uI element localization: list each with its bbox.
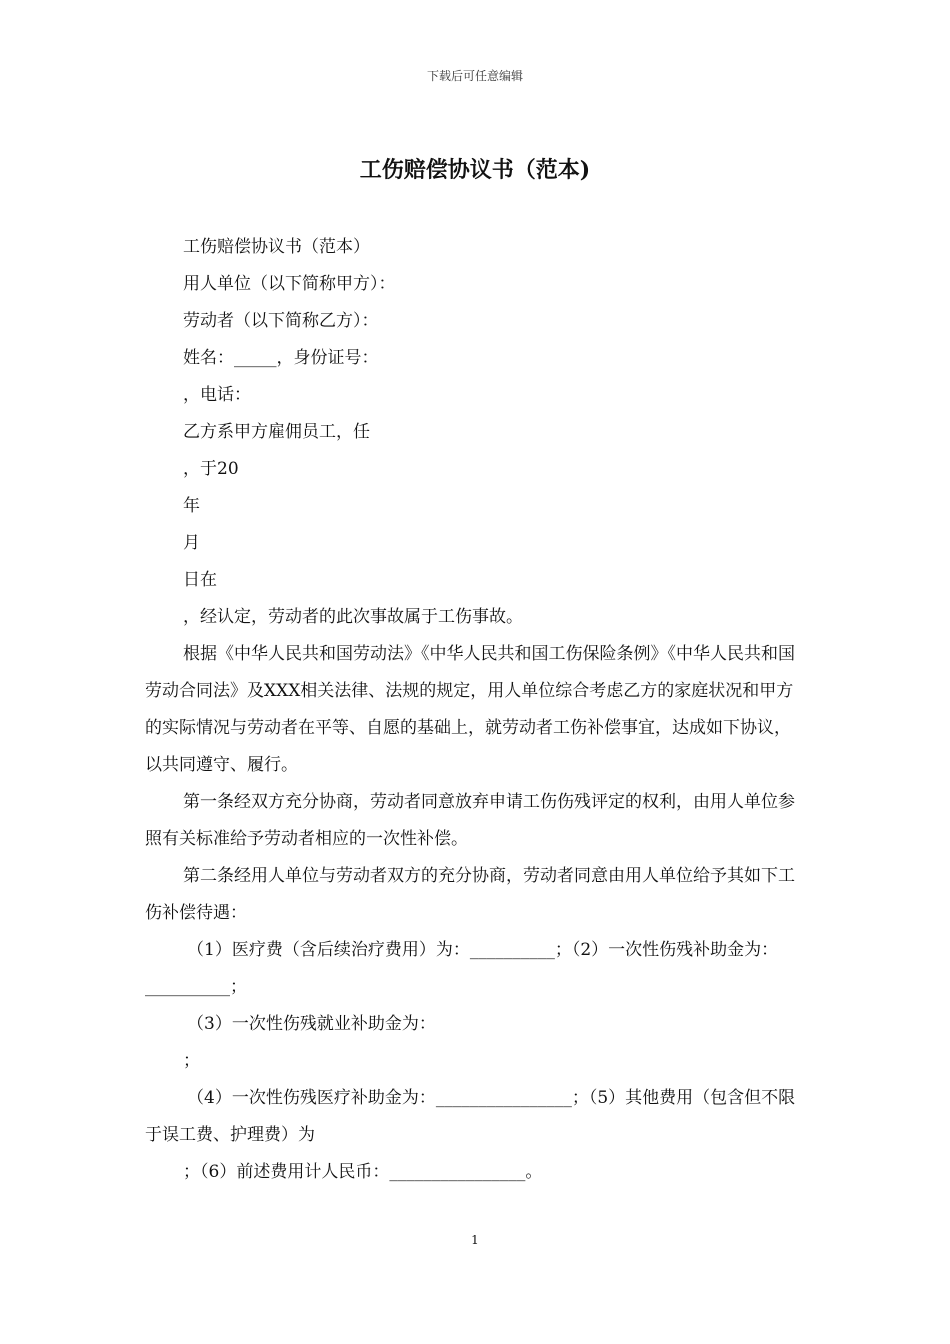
paragraph-day-at: 日在 [183,570,217,590]
paragraph-name-id: 姓名：_____，身份证号： [183,348,379,368]
paragraph-article-2: 第二条经用人单位与劳动者双方的充分协商，劳动者同意由用人单位给予其如下工伤补偿待遇： [145,866,795,923]
paragraph-employer: 用人单位（以下简称甲方）： [183,274,396,294]
paragraph-item-3: （3）一次性伤残就业补助金为： [187,1014,436,1034]
page-number: 1 [471,1233,479,1247]
paragraph-accident-confirmed: ，经认定，劳动者的此次事故属于工伤事故。 [183,607,523,627]
paragraph-year: 年 [183,496,200,516]
document-body [145,229,807,1191]
header-note: 下载后可任意编辑 [426,69,523,83]
paragraph-phone: ，电话： [183,385,251,405]
paragraph-employee: 劳动者（以下简称乙方）： [183,311,379,331]
paragraph-semicolon: ； [183,1051,200,1071]
paragraph-date-year-prefix: ，于20 [183,459,239,479]
paragraph-item-6: ；（6）前述费用计人民币：________________。 [183,1162,543,1182]
paragraph-item-4-5: （4）一次性伤残医疗补助金为：________________；（5）其他费用（包含但不限于误工费、护理费）为 [145,1088,796,1145]
paragraph-article-1: 第一条经双方充分协商，劳动者同意放弃申请工伤伤残评定的权利，由用人单位参照有关标准给予劳动者相应的一次性补偿。 [145,792,795,849]
paragraph-subtitle: 工伤赔偿协议书（范本） [183,237,370,257]
paragraph-legal-basis: 根据《中华人民共和国劳动法》《中华人民共和国工伤保险条例》《中华人民共和国劳动合同法》及XXX相关法律、法规的规定，用人单位综合考虑乙方的家庭状况和甲方的实际情况与劳动者在平等、自愿的基础上，就劳动者工伤补偿事宜，达成如下协议，以共同遵守、履行。 [145,644,795,775]
paragraph-month: 月 [183,533,200,553]
paragraph-item-1-2: （1）医疗费（含后续治疗费用）为：__________；（2）一次性伤残补助金为：__________； [145,940,779,997]
document-title: 工伤赔偿协议书（范本) [359,157,591,183]
paragraph-position: 乙方系甲方雇佣员工，任 [183,422,370,442]
